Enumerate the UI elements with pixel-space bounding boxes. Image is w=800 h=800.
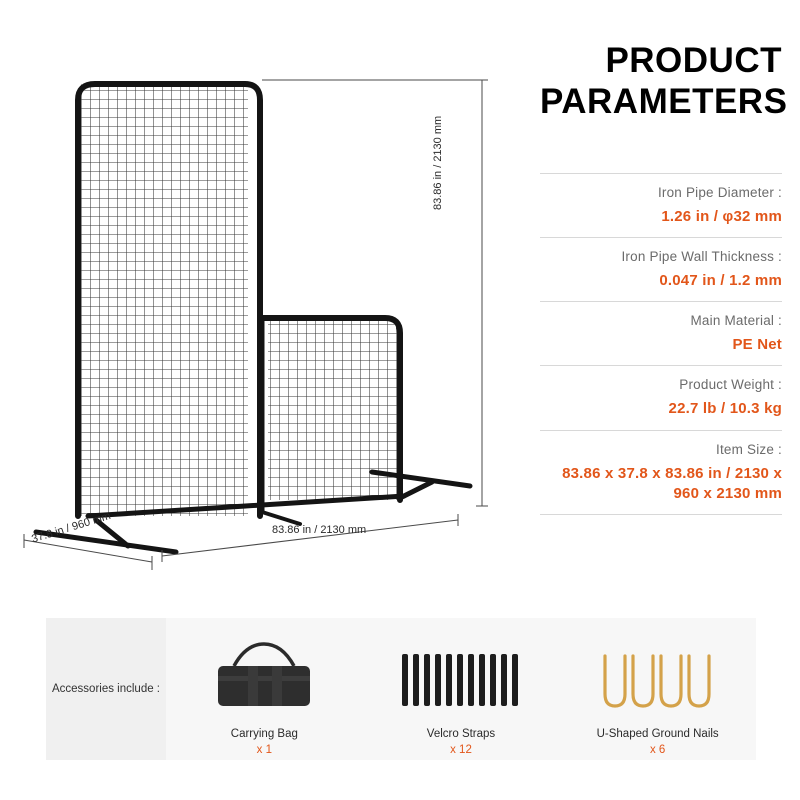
spec-list — [540, 173, 788, 516]
ground-nails-icon — [593, 640, 723, 720]
spec-label: Iron Pipe Wall Thickness : — [621, 248, 782, 264]
spec-row — [540, 301, 782, 365]
accessory-item — [563, 624, 753, 756]
spec-value: PE Net — [732, 336, 782, 354]
spec-value: 0.047 in / 1.2 mm — [659, 271, 782, 289]
page-title-line2: PARAMETERS — [540, 82, 788, 122]
spec-row — [540, 237, 782, 301]
accessory-qty: x 12 — [450, 744, 472, 756]
accessories-label: Accessories include : — [46, 618, 166, 760]
accessory-qty: x 6 — [649, 744, 666, 756]
accessory-name: U-Shaped Ground Nails — [596, 728, 719, 740]
accessory-item — [169, 624, 359, 756]
spec-label: Main Material : — [690, 313, 782, 329]
accessories-items — [166, 618, 756, 760]
dimension-height-label: 83.86 in / 2130 mm — [432, 115, 444, 210]
spec-label: Iron Pipe Diameter : — [657, 184, 782, 200]
spec-value: 22.7 lb / 10.3 kg — [668, 400, 782, 418]
spec-label: Product Weight : — [679, 377, 782, 393]
accessory-name: Carrying Bag — [230, 728, 298, 740]
spec-value: 83.86 x 37.8 x 83.86 in / 2130 x 960 x 2130 mm — [562, 464, 782, 502]
product-net-illustration — [0, 0, 520, 600]
specs-panel — [540, 40, 788, 515]
dimension-width-label: 83.86 in / 2130 mm — [272, 524, 367, 536]
spec-row — [540, 173, 782, 237]
dimension-depth-label: 37.8 in / 960 mm — [30, 510, 113, 546]
spec-value: 1.26 in / φ32 mm — [661, 207, 782, 225]
spec-row — [540, 430, 782, 516]
carrying-bag-icon — [204, 640, 324, 720]
spec-row — [540, 365, 782, 429]
accessory-qty: x 1 — [256, 744, 272, 756]
page-title — [540, 40, 788, 123]
spec-label: Item Size : — [716, 441, 782, 457]
accessories-strip — [46, 618, 756, 760]
accessory-item — [366, 624, 556, 756]
page-title-line1: PRODUCT — [605, 41, 782, 80]
velcro-straps-icon — [396, 640, 526, 720]
accessory-name: Velcro Straps — [426, 728, 496, 740]
product-illustration-panel — [0, 0, 520, 600]
